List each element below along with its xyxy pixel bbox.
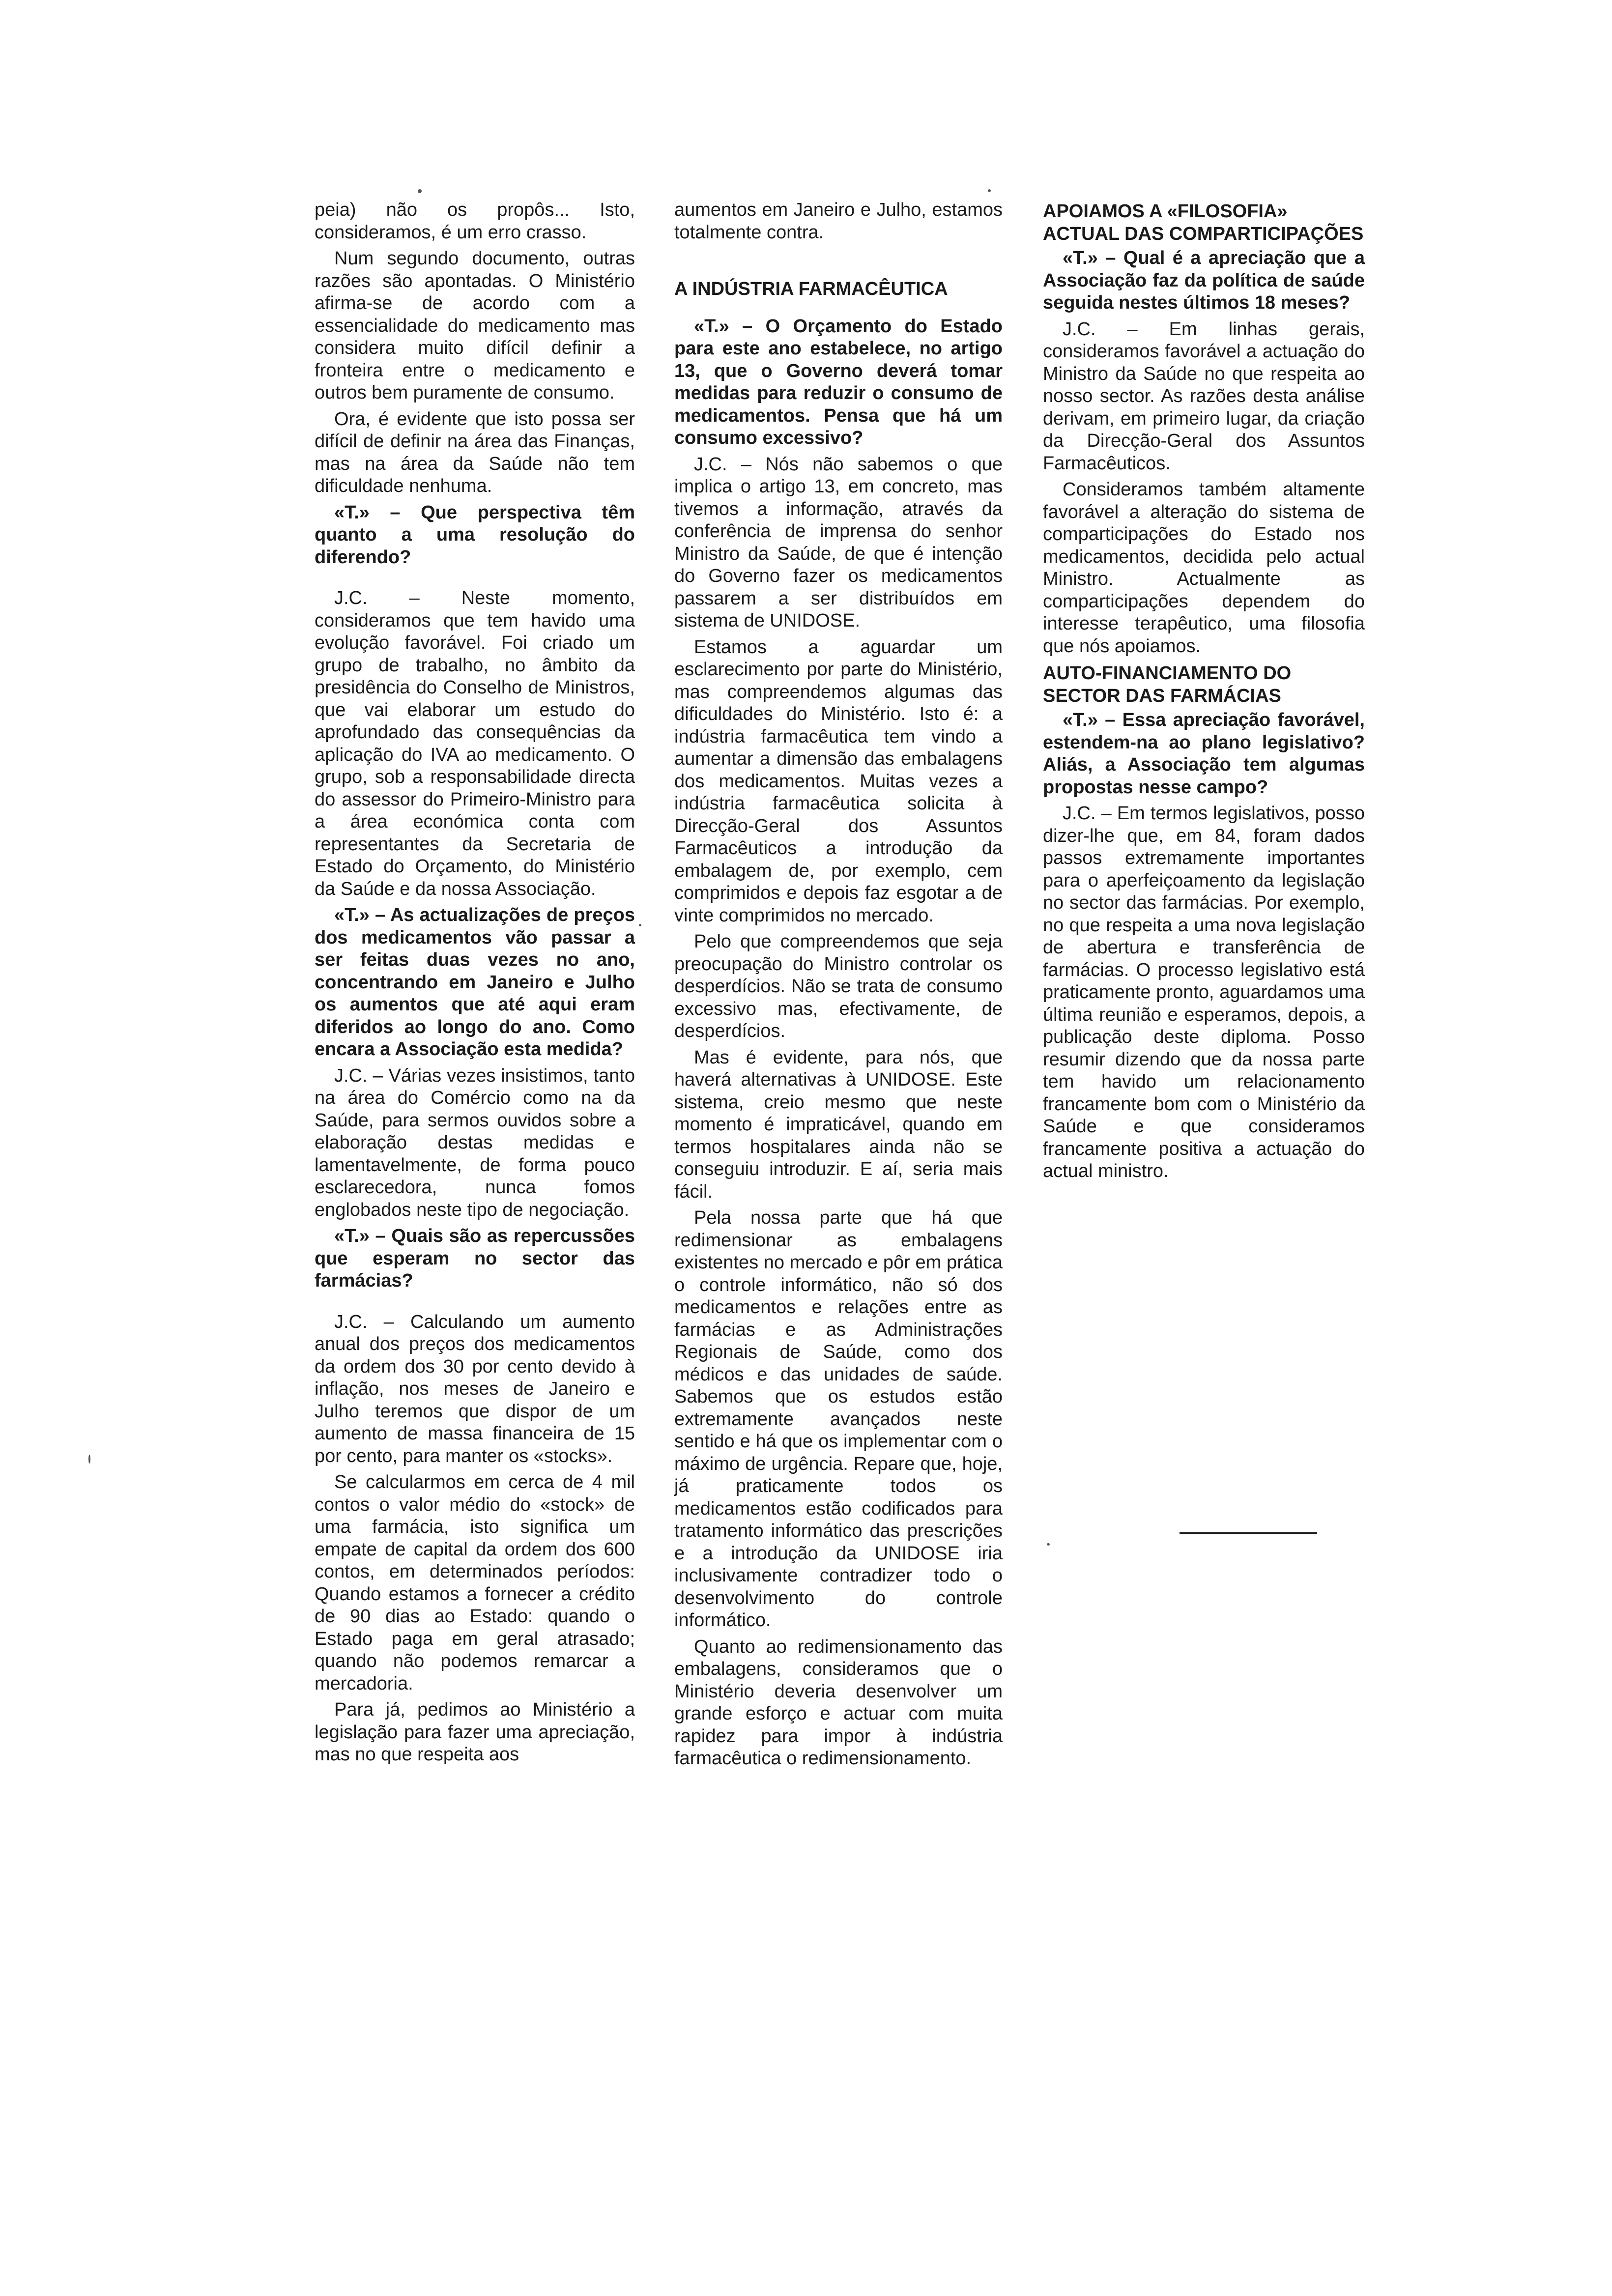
article-column-2 [674, 199, 1003, 1774]
paragraph: Estamos a aguardar um esclarecimento por parte do Ministério, mas compreendemos algumas das dificuldades do Ministério. Isto é: a indústria farmacêutica tem vindo a aumentar a dimensão das embalagens dos medicamentos. Muitas vezes a indústria farmacêutica solicita à Direcção-Geral dos Assuntos Farmacêuticos a introdução da embalagem de, por exemplo, cem comprimidos e depois faz esgotar a de vinte comprimidos no mercado. [674, 636, 1003, 926]
interview-answer: J.C. – Neste momento, consideramos que tem havido uma evolução favorável. Foi criado um grupo de trabalho, no âmbito da presidência do Conselho de Ministros, que vai elaborar um estudo do aprofundado das consequências da aplicação do IVA ao medicamento. O grupo, sob a responsabilidade directa do assessor do Primeiro-Ministro para a área económica conta com representantes da Secretaria de Estado do Orçamento, do Ministério da Saúde e da nossa Associação. [315, 588, 635, 899]
paragraph: Num segundo documento, outras razões são apontadas. O Ministério afirma-se de acordo com a essencialidade do medicamento mas considera muito difícil definir a fronteira entre o medicamento e outros bem puramente de consumo. [315, 248, 635, 403]
scan-speck [1047, 1543, 1050, 1546]
interview-answer: J.C. – Em termos legislativos, posso dizer-lhe que, em 84, foram dados passos extremamente importantes para o aperfeiçoamento da legislação no sector das farmácias. Por exemplo, no que respeita a uma nova legislação de abertura e transferência de farmácias. O processo legislativo está praticamente pronto, aguardamos uma última reunião e esperamos, depois, a publicação deste diploma. Posso resumir dizendo que da nossa parte tem havido um relacionamento francamente bom com o Ministério da Saúde e que consideramos francamente positiva a actuação do actual ministro. [1043, 803, 1365, 1181]
scan-speck [988, 189, 991, 192]
paragraph: Ora, é evidente que isto possa ser difícil de definir na área das Finanças, mas na área da Saúde não tem dificuldade nenhuma. [315, 408, 635, 496]
paragraph: Pela nossa parte que há que redimensionar as embalagens existentes no mercado e pôr em prática o controle informático, não só dos medicamentos e relações entre as farmácias e as Administrações Regionais de Saúde, como dos médicos e das unidades de saúde. Sabemos que os estudos estão extremamente avançados neste sentido e há que os implementar com o máximo de urgência. Repare que, hoje, já praticamente todos os medicamentos estão codificados para tratamento informático das prescrições e a introdução da UNIDOSE iria inclusivamente contradizer todo o desenvolvimento do controle informático. [674, 1207, 1003, 1631]
paragraph: Para já, pedimos ao Ministério a legislação para fazer uma apreciação, mas no que respeita aos [315, 1699, 635, 1765]
article-column-1 [315, 199, 635, 1770]
section-heading: AUTO-FINANCIAMENTO DO SECTOR DAS FARMÁCIAS [1043, 663, 1292, 706]
interview-answer: J.C. – Várias vezes insistimos, tanto na área do Comércio como na da Saúde, para sermos ouvidos sobre a elaboração destas medidas e lamentavelmente, de forma pouco esclarecedora, nunca fomos englobados neste tipo de negociação. [315, 1065, 635, 1220]
paragraph: Pelo que compreendemos que seja preocupação do Ministro controlar os desperdícios. Não se trata de consumo excessivo mas, efectivamente, de desperdícios. [674, 931, 1003, 1041]
paragraph: Quanto ao redimensionamento das embalagens, consideramos que o Ministério deveria desenvolver um grande esforço e actuar com muita rapidez para impor à indústria farmacêutica o redimensionamento. [674, 1636, 1003, 1769]
section-heading: A INDÚSTRIA FARMACÊUTICA [674, 279, 948, 299]
end-of-article-rule [1180, 1532, 1317, 1534]
paragraph: aumentos em Janeiro e Julho, estamos totalmente contra. [674, 200, 1003, 243]
interview-question: «T.» – As actualizações de preços dos medicamentos vão passar a ser feitas duas vezes no ano, concentrando em Janeiro e Julho os aumentos que até aqui eram diferidos ao longo do ano. Como encara a Associação esta medida? [315, 905, 635, 1060]
scan-speck [418, 189, 422, 193]
scan-speck [639, 924, 641, 926]
paragraph: Se calcularmos em cerca de 4 mil contos o valor médio do «stock» de uma farmácia, isto significa um empate de capital da ordem dos 600 contos, em determinados períodos: Quando estamos a fornecer a crédito de 90 dias ao Estado: quando o Estado paga em geral atrasado; quando não podemos remarcar a mercadoria. [315, 1472, 635, 1694]
paragraph: Mas é evidente, para nós, que haverá alternativas à UNIDOSE. Este sistema, creio mesmo que neste momento é impraticável, quando em termos hospitalares ainda não se conseguiu introduzir. E aí, seria mais fácil. [674, 1047, 1003, 1202]
interview-question: «T.» – Quais são as repercussões que esperam no sector das farmácias? [315, 1226, 635, 1291]
paragraph: peia) não os propôs... Isto, consideramos, é um erro crasso. [315, 200, 635, 243]
interview-answer: J.C. – Calculando um aumento anual dos preços dos medicamentos da ordem dos 30 por cento devido à inflação, nos meses de Janeiro e Julho teremos que dispor de um aumento de massa financeira de 15 por cento, para manter os «stocks». [315, 1311, 635, 1466]
interview-question: «T.» – Que perspectiva têm quanto a uma resolução do diferendo? [315, 502, 635, 568]
paragraph: Consideramos também altamente favorável a alteração do sistema de comparticipações do Estado nos medicamentos, decidida pelo actual Ministro. Actualmente as comparticipações dependem do interesse terapêutico, uma filosofia que nós apoiamos. [1043, 479, 1365, 657]
article-column-3 [1043, 201, 1365, 1187]
interview-answer: J.C. – Nós não sabemos o que implica o artigo 13, em concreto, mas tivemos a informação, através da conferência de imprensa do senhor Ministro da Saúde, de que é intenção do Governo fazer os medicamentos passarem a ser distribuídos em sistema de UNIDOSE. [674, 454, 1003, 631]
interview-question: «T.» – O Orçamento do Estado para este ano estabelece, no artigo 13, que o Governo deverá tomar medidas para reduzir o consumo de medicamentos. Pensa que há um consumo excessivo? [674, 316, 1003, 448]
section-heading: APOIAMOS A «FILOSOFIA» ACTUAL DAS COMPARTICIPAÇÕES [1043, 201, 1364, 244]
interview-answer: J.C. – Em linhas gerais, consideramos favorável a actuação do Ministro da Saúde no que respeita ao nosso sector. As razões desta análise derivam, em primeiro lugar, da criação da Direcção-Geral dos Assuntos Farmacêuticos. [1043, 318, 1365, 474]
interview-question: «T.» – Essa apreciação favorável, estendem-na ao plano legislativo? Aliás, a Associação tem algumas propostas nesse campo? [1043, 710, 1365, 798]
scan-speck [88, 1455, 90, 1464]
interview-question: «T.» – Qual é a apreciação que a Associação faz da política de saúde seguida nestes últimos 18 meses? [1043, 248, 1365, 313]
